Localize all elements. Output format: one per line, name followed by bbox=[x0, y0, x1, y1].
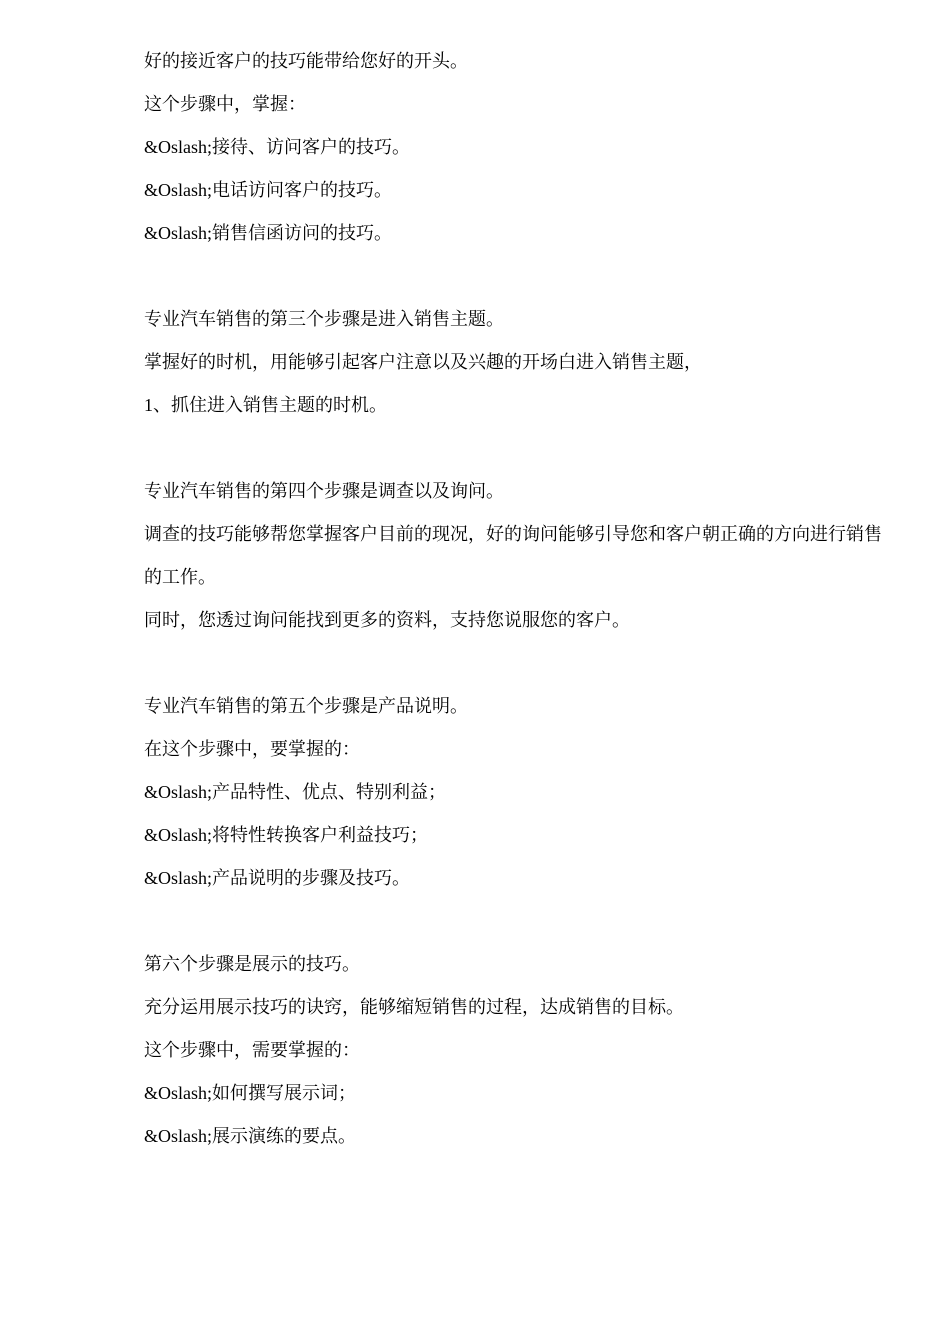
blank-line bbox=[144, 255, 884, 298]
list-item bbox=[144, 212, 884, 255]
bullet-mark: &Oslash; bbox=[144, 1083, 213, 1103]
bullet-mark: &Oslash; bbox=[144, 180, 213, 200]
blank-line bbox=[144, 900, 884, 943]
list-item bbox=[144, 1072, 884, 1115]
list-item-text: 接待、访问客户的技巧。 bbox=[212, 137, 411, 158]
list-item-text: 展示演练的要点。 bbox=[212, 1126, 357, 1147]
paragraph bbox=[144, 986, 884, 1029]
paragraph-text: 同时，您透过询问能找到更多的资料，支持您说服您的客户。 bbox=[144, 610, 630, 631]
paragraph-text: 这个步骤中，掌握： bbox=[144, 94, 306, 115]
paragraph-text: 专业汽车销售的第三个步骤是进入销售主题。 bbox=[144, 309, 504, 330]
paragraph bbox=[144, 40, 884, 83]
paragraph-text: 掌握好的时机，用能够引起客户注意以及兴趣的开场白进入销售主题， bbox=[144, 352, 702, 373]
document-body bbox=[144, 40, 884, 1158]
blank-line bbox=[144, 427, 884, 470]
number-mark: 1 bbox=[144, 395, 153, 415]
list-item bbox=[144, 1115, 884, 1158]
paragraph bbox=[144, 1029, 884, 1072]
paragraph-text: 充分运用展示技巧的诀窍，能够缩短销售的过程，达成销售的目标。 bbox=[144, 997, 684, 1018]
bullet-mark: &Oslash; bbox=[144, 223, 213, 243]
paragraph bbox=[144, 513, 884, 599]
paragraph bbox=[144, 728, 884, 771]
paragraph-text: 专业汽车销售的第五个步骤是产品说明。 bbox=[144, 696, 468, 717]
paragraph bbox=[144, 341, 884, 384]
bullet-mark: &Oslash; bbox=[144, 1126, 213, 1146]
bullet-mark: &Oslash; bbox=[144, 868, 213, 888]
list-item bbox=[144, 857, 884, 900]
paragraph-text: 第六个步骤是展示的技巧。 bbox=[144, 954, 360, 975]
paragraph-text: 好的接近客户的技巧能带给您好的开头。 bbox=[144, 51, 468, 72]
paragraph bbox=[144, 298, 884, 341]
paragraph-text: 这个步骤中，需要掌握的： bbox=[144, 1040, 360, 1061]
list-item-text: 产品特性、优点、特别利益； bbox=[212, 782, 447, 803]
paragraph-text: 专业汽车销售的第四个步骤是调查以及询问。 bbox=[144, 481, 504, 502]
paragraph bbox=[144, 470, 884, 513]
paragraph bbox=[144, 599, 884, 642]
list-item bbox=[144, 814, 884, 857]
paragraph-text: 在这个步骤中，要掌握的： bbox=[144, 739, 360, 760]
paragraph bbox=[144, 83, 884, 126]
paragraph bbox=[144, 943, 884, 986]
paragraph-text: 调查的技巧能够帮您掌握客户目前的现况，好的询问能够引导您和客户朝正确的方向进行销售的工作。 bbox=[144, 524, 882, 588]
paragraph bbox=[144, 685, 884, 728]
list-item bbox=[144, 169, 884, 212]
list-item-text: 将特性转换客户利益技巧； bbox=[212, 825, 429, 846]
list-item bbox=[144, 126, 884, 169]
blank-line bbox=[144, 642, 884, 685]
list-item-text: 如何撰写展示词； bbox=[212, 1083, 357, 1104]
numbered-item bbox=[144, 384, 884, 427]
bullet-mark: &Oslash; bbox=[144, 825, 213, 845]
list-item-text: 销售信函访问的技巧。 bbox=[212, 223, 393, 244]
numbered-item-text: 、抓住进入销售主题的时机。 bbox=[153, 395, 387, 416]
list-item-text: 产品说明的步骤及技巧。 bbox=[212, 868, 411, 889]
list-item-text: 电话访问客户的技巧。 bbox=[212, 180, 393, 201]
list-item bbox=[144, 771, 884, 814]
bullet-mark: &Oslash; bbox=[144, 137, 213, 157]
bullet-mark: &Oslash; bbox=[144, 782, 213, 802]
